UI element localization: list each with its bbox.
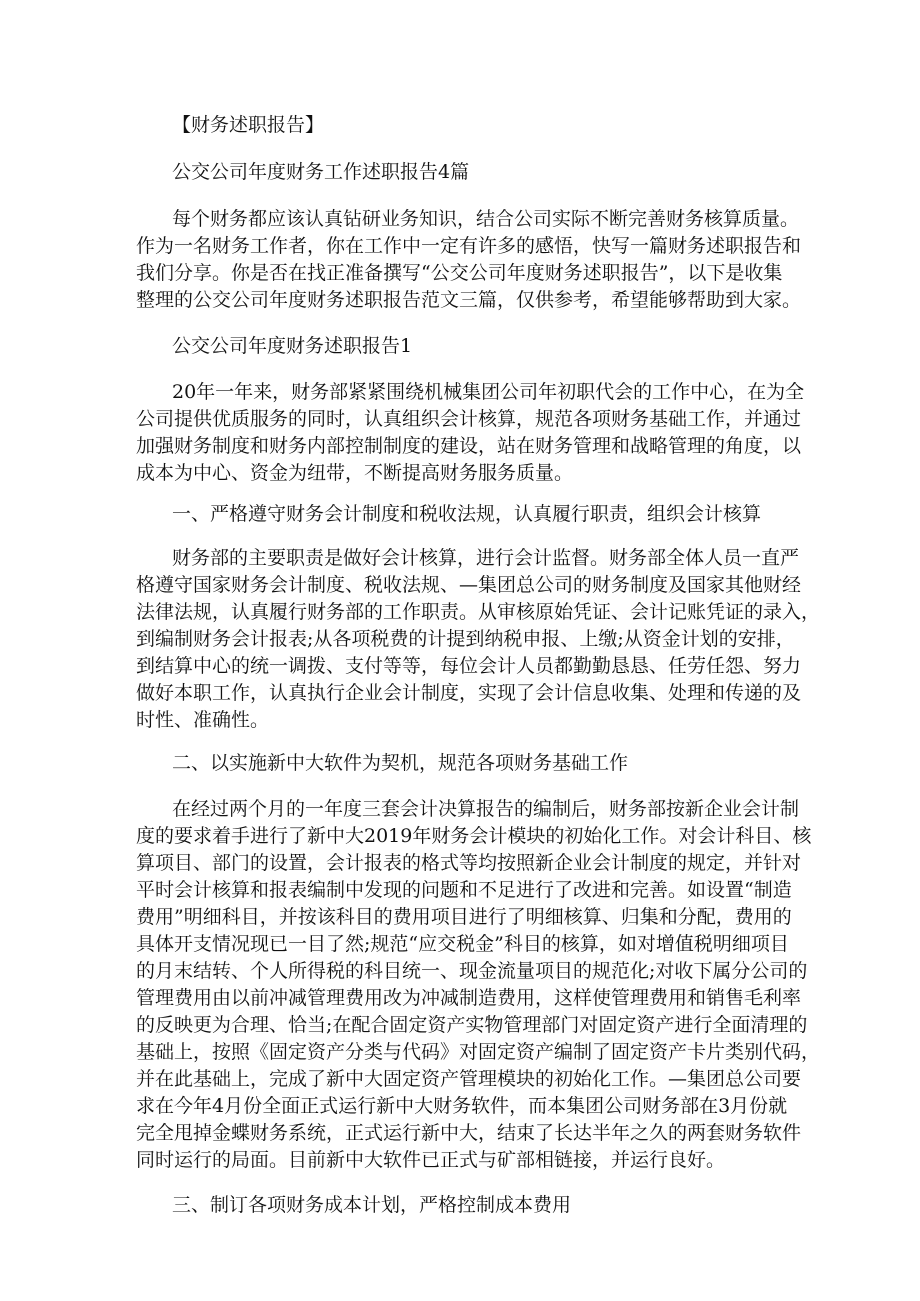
- paragraph-line: 的月末结转、个人所得税的科目统一、现金流量项目的规范化;对收下属分公司的: [136, 960, 808, 982]
- paragraph-line: 具体开支情况现已一目了然;规范“应交税金”科目的核算，如对增值税明细项目: [136, 933, 789, 955]
- paragraph-line: 公司提供优质服务的同时，认真组织会计核算，规范各项财务基础工作，并通过: [136, 408, 802, 430]
- section2-heading: 二、以实施新中大软件为契机，规范各项财务基础工作: [172, 752, 629, 774]
- paragraph-line: 整理的公交公司年度财务述职报告范文三篇，仅供参考，希望能够帮助到大家。: [136, 289, 802, 311]
- paragraph-line: 管理费用由以前冲减管理费用改为冲减制造费用，这样使管理费用和销售毛利率: [136, 987, 802, 1009]
- paragraph-line: 费用”明细科目，并按该科目的费用项目进行了明细核算、归集和分配，费用的: [136, 906, 792, 928]
- paragraph-line: 我们分享。你是否在找正准备撰写“公交公司年度财务述职报告”，以下是收集: [136, 262, 783, 284]
- paragraph-line: 完全甩掉金蝶财务系统，正式运行新中大，结束了长达半年之久的两套财务软件: [136, 1122, 802, 1144]
- section1-heading: 一、严格遵守财务会计制度和税收法规，认真履行职责，组织会计核算: [172, 503, 762, 525]
- paragraph-line: 20年一年来，财务部紧紧围绕机械集团公司年初职代会的工作中心，在为全: [172, 381, 805, 403]
- paragraph-line: 算项目、部门的设置，会计报表的格式等均按照新企业会计制度的规定，并针对: [136, 852, 802, 874]
- paragraph-line: 每个财务都应该认真钻研业务知识，结合公司实际不断完善财务核算质量。: [172, 208, 800, 230]
- paragraph-line: 时性、准确性。: [136, 709, 270, 731]
- paragraph-line: 到编制财务会计报表;从各项税费的计提到纳税申报、上缴;从资金计划的安排，: [136, 628, 795, 650]
- paragraph-line: 的反映更为合理、恰当;在配合固定资产实物管理部门对固定资产进行全面清理的: [136, 1014, 808, 1036]
- paragraph-line: 到结算中心的统一调拨、支付等等，每位会计人员都勤勤恳恳、任劳任怨、努力: [136, 655, 802, 677]
- paragraph-line: 做好本职工作，认真执行企业会计制度，实现了会计信息收集、处理和传递的及: [136, 682, 802, 704]
- paragraph-line: 加强财务制度和财务内部控制制度的建设，站在财务管理和战略管理的角度，以: [136, 435, 802, 457]
- section3-heading: 三、制订各项财务成本计划，严格控制成本费用: [172, 1194, 572, 1216]
- paragraph-line: 求在今年4月份全面正式运行新中大财务软件，而本集团公司财务部在3月份就: [136, 1095, 788, 1117]
- paragraph-line: 成本为中心、资金为纽带，不断提高财务服务质量。: [136, 462, 574, 484]
- paragraph-line: 并在此基础上，完成了新中大固定资产管理模块的初始化工作。—集团总公司要: [136, 1068, 802, 1090]
- paragraph-line: 基础上，按照《固定资产分类与代码》对固定资产编制了固定资产卡片类别代码，: [136, 1041, 821, 1063]
- paragraph-line: 平时会计核算和报表编制中发现的问题和不足进行了改进和完善。如设置“制造: [136, 879, 792, 901]
- paragraph-line: 作为一名财务工作者，你在工作中一定有许多的感悟，快写一篇财务述职报告和: [136, 235, 802, 257]
- paragraph-line: 格遵守国家财务会计制度、税收法规、—集团总公司的财务制度及国家其他财经: [136, 574, 802, 596]
- paragraph-line: 在经过两个月的一年度三套会计决算报告的编制后，财务部按新企业会计制: [172, 798, 800, 820]
- paragraph-line: 同时运行的局面。目前新中大软件已正式与矿部相链接，并运行良好。: [136, 1149, 726, 1171]
- bracket-title: 【财务述职报告】: [172, 114, 325, 136]
- report1-title: 公交公司年度财务述职报告1: [172, 335, 413, 357]
- paragraph-line: 度的要求着手进行了新中大2019年财务会计模块的初始化工作。对会计科目、核: [136, 825, 812, 847]
- paragraph-line: 法律法规，认真履行财务部的工作职责。从审核原始凭证、会计记账凭证的录入，: [136, 601, 821, 623]
- main-title: 公交公司年度财务工作述职报告4篇: [172, 161, 470, 183]
- paragraph-line: 财务部的主要职责是做好会计核算，进行会计监督。财务部全体人员一直严: [172, 547, 800, 569]
